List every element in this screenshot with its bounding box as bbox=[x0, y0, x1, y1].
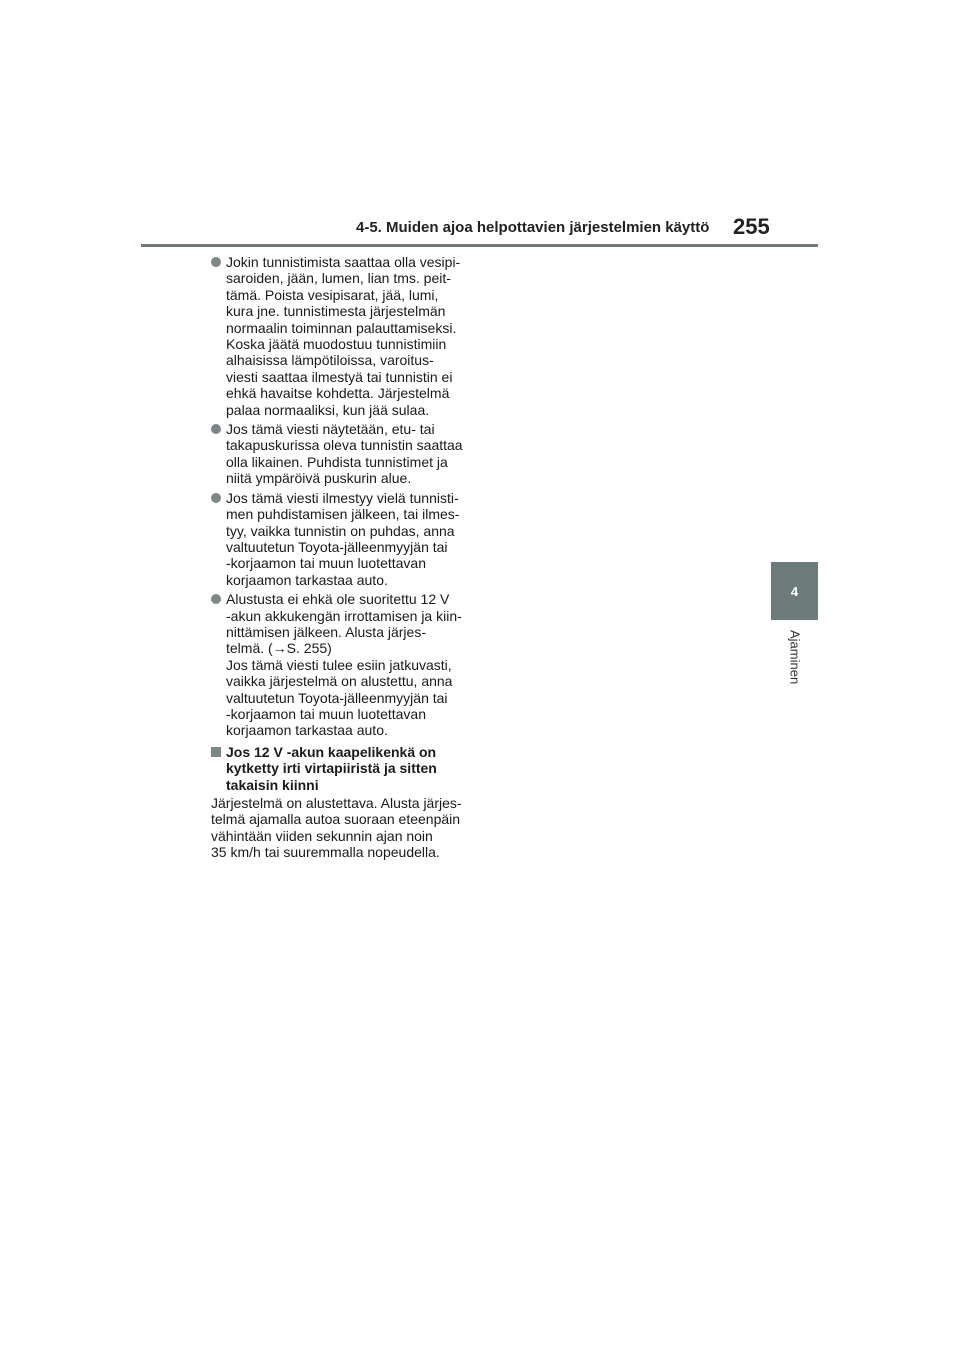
text-line: -korjaamon tai muun luotettavan bbox=[226, 555, 426, 572]
section-heading-text bbox=[226, 744, 486, 793]
text-line: Jos tämä viesti tulee esiin jatkuvasti, bbox=[226, 656, 452, 673]
circle-bullet-icon bbox=[211, 424, 221, 434]
section-body-text bbox=[211, 795, 486, 861]
bullet-list bbox=[211, 254, 486, 739]
text-line: -akun akkukengän irrottamisen ja kiin- bbox=[226, 607, 462, 624]
text-line: valtuutetun Toyota-jälleenmyyjän tai bbox=[226, 689, 448, 706]
text-line: alhaisissa lämpötiloissa, varoitus- bbox=[226, 352, 434, 369]
header-divider bbox=[141, 244, 818, 247]
text-line: korjaamon tarkastaa auto. bbox=[226, 722, 388, 739]
text-line: Jos 12 V -akun kaapelikenkä on bbox=[226, 743, 437, 760]
bullet-item bbox=[211, 591, 486, 739]
text-line: vähintään viiden sekunnin ajan noin bbox=[211, 827, 433, 844]
text-line: takaisin kiinni bbox=[226, 776, 319, 793]
text-line: palaa normaaliksi, kun jää sulaa. bbox=[226, 401, 430, 418]
text-line: 35 km/h tai suuremmalla nopeudella. bbox=[211, 844, 440, 861]
bullet-text bbox=[226, 421, 486, 487]
bullet-text bbox=[226, 490, 486, 588]
text-line: viesti saattaa ilmestyä tai tunnistin ei bbox=[226, 368, 453, 385]
bullet-item bbox=[211, 254, 486, 418]
square-bullet-icon bbox=[211, 747, 221, 757]
main-content bbox=[211, 254, 486, 861]
text-line: Jokin tunnistimista saattaa olla vesipi- bbox=[226, 254, 461, 270]
text-line: valtuutetun Toyota-jälleenmyyjän tai bbox=[226, 538, 448, 555]
text-line: telmä ajamalla autoa suoraan eteenpäin bbox=[211, 811, 461, 828]
text-line: nittämisen jälkeen. Alusta järjes- bbox=[226, 623, 426, 640]
page-number: 255 bbox=[733, 214, 770, 239]
text-line: korjaamon tarkastaa auto. bbox=[226, 571, 388, 588]
bullet-text bbox=[226, 591, 486, 739]
text-line: telmä. (→S. 255) bbox=[226, 640, 332, 657]
chapter-tab-number: 4 bbox=[771, 562, 818, 620]
text-line: Alustusta ei ehkä ole suoritettu 12 V bbox=[226, 591, 450, 608]
text-line: takapuskurissa oleva tunnistin saattaa bbox=[226, 437, 463, 454]
circle-bullet-icon bbox=[211, 257, 221, 267]
chapter-tab-label: Ajaminen bbox=[787, 630, 803, 685]
text-line: men puhdistamisen jälkeen, tai ilmes- bbox=[226, 506, 460, 523]
text-line: vaikka järjestelmä on alustettu, anna bbox=[226, 673, 453, 690]
text-line: kytketty irti virtapiiristä ja sitten bbox=[226, 760, 437, 777]
text-line: saroiden, jään, lumen, lian tms. peit- bbox=[226, 270, 451, 287]
text-line: Järjestelmä on alustettava. Alusta järjes- bbox=[211, 795, 462, 811]
section-header-title: 4-5. Muiden ajoa helpottavien järjestelmien käyttö bbox=[356, 219, 710, 236]
section-heading bbox=[211, 744, 486, 793]
text-line: Jos tämä viesti näytetään, etu- tai bbox=[226, 421, 435, 438]
text-line: Jos tämä viesti ilmestyy vielä tunnisti- bbox=[226, 489, 459, 506]
text-line: -korjaamon tai muun luotettavan bbox=[226, 705, 426, 722]
text-line: niitä ympäröivä puskurin alue. bbox=[226, 470, 412, 487]
bullet-item bbox=[211, 421, 486, 487]
circle-bullet-icon bbox=[211, 594, 221, 604]
text-line: normaalin toiminnan palauttamiseksi. bbox=[226, 319, 457, 336]
text-line: tyy, vaikka tunnistin on puhdas, anna bbox=[226, 522, 455, 539]
text-line: Koska jäätä muodostuu tunnistimiin bbox=[226, 336, 447, 353]
bullet-text bbox=[226, 254, 486, 418]
text-line: kura jne. tunnistimesta järjestelmän bbox=[226, 303, 446, 320]
text-line: olla likainen. Puhdista tunnistimet ja bbox=[226, 453, 448, 470]
bullet-item bbox=[211, 490, 486, 588]
text-line: ehkä havaitse kohdetta. Järjestelmä bbox=[226, 385, 450, 402]
text-line: tämä. Poista vesipisarat, jää, lumi, bbox=[226, 286, 439, 303]
circle-bullet-icon bbox=[211, 493, 221, 503]
